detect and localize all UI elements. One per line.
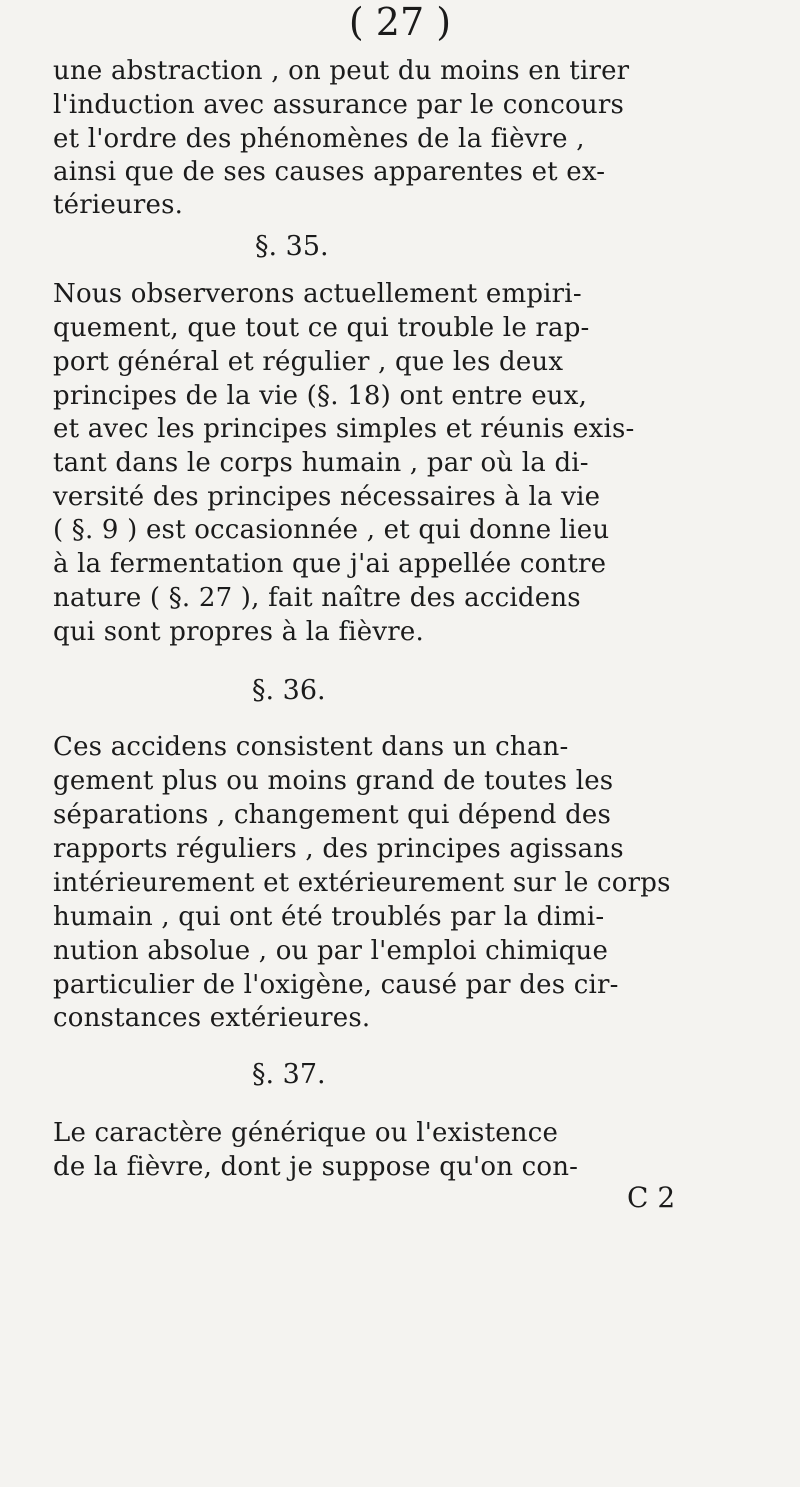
text-line: intérieurement et extérieurement sur le corps (53, 868, 671, 898)
page-number: ( 27 ) (348, 0, 452, 44)
text-line: tant dans le corps humain , par où la di- (53, 448, 589, 478)
text-line: principes de la vie (§. 18) ont entre eux, (53, 381, 588, 411)
text-line: à la fermentation que j'ai appellée contre (53, 549, 607, 579)
text-line: Le caractère générique ou l'existence (53, 1118, 559, 1148)
text-line: quement, que tout ce qui trouble le rap- (53, 313, 590, 343)
section-heading-35: §. 35. (255, 231, 329, 262)
section-heading-36: §. 36. (252, 675, 326, 706)
text-line: une abstraction , on peut du moins en tirer (53, 56, 630, 86)
text-line: Nous observerons actuellement empiri- (53, 279, 582, 309)
text-line: gement plus ou moins grand de toutes les (53, 766, 614, 796)
text-line: de la fièvre, dont je suppose qu'on con- (53, 1152, 579, 1182)
text-line: qui sont propres à la fièvre. (53, 617, 424, 647)
text-line: constances extérieures. (53, 1003, 371, 1033)
text-line: séparations , changement qui dépend des (53, 800, 612, 830)
text-line: et l'ordre des phénomènes de la fièvre , (53, 124, 585, 154)
text-line: nution absolue , ou par l'emploi chimique (53, 936, 609, 966)
text-line: rapports réguliers , des principes agissans (53, 834, 624, 864)
text-line: humain , qui ont été troublés par la dimi- (53, 902, 605, 932)
text-line: particulier de l'oxigène, causé par des cir- (53, 970, 619, 1000)
printer-signature-mark: C 2 (627, 1181, 676, 1214)
text-line: nature ( §. 27 ), fait naître des accidens (53, 583, 581, 613)
text-line: térieures. (53, 190, 184, 220)
text-line: versité des principes nécessaires à la vie (53, 482, 601, 512)
text-line: l'induction avec assurance par le concours (53, 90, 625, 120)
section-heading-37: §. 37. (252, 1059, 326, 1090)
text-line: port général et régulier , que les deux (53, 347, 564, 377)
text-line: ( §. 9 ) est occasionnée , et qui donne lieu (53, 515, 610, 545)
text-line: ainsi que de ses causes apparentes et ex- (53, 157, 606, 187)
text-line: Ces accidens consistent dans un chan- (53, 732, 569, 762)
text-line: et avec les principes simples et réunis exis- (53, 414, 635, 444)
